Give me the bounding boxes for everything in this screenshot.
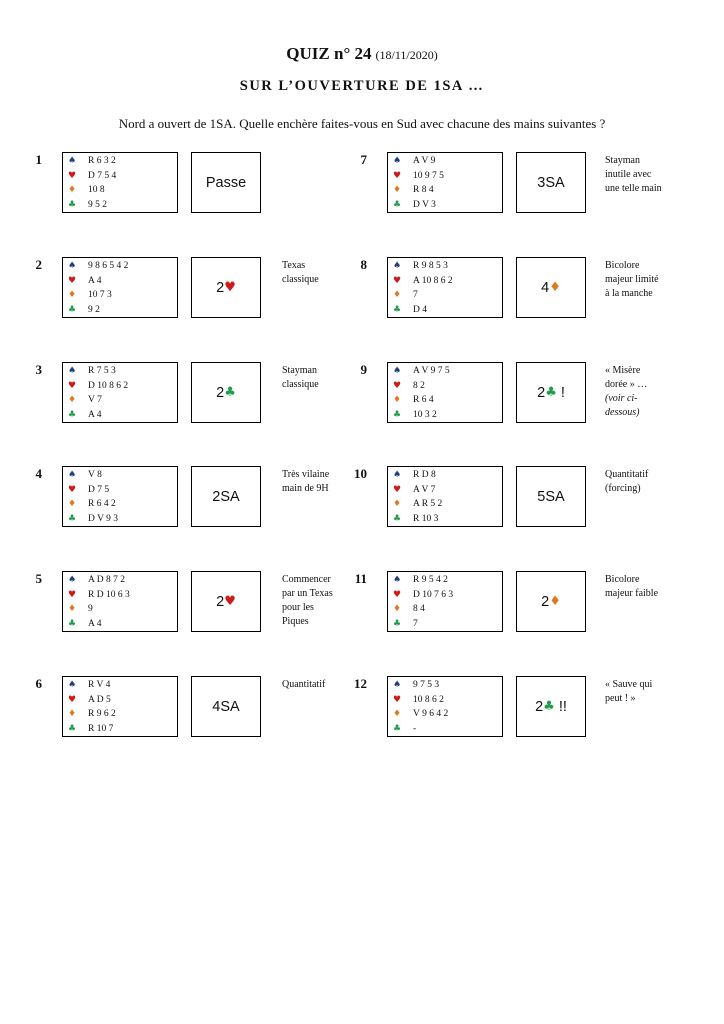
heart-icon: ♥ [68, 694, 77, 705]
spade-icon: ♠ [393, 470, 402, 480]
deal-number: 7 [360, 152, 367, 167]
club-icon: ♣ [68, 514, 77, 525]
bid-comment [282, 468, 360, 496]
hand-row-spade [68, 573, 125, 587]
bid-level: 4SA [212, 698, 240, 715]
bid-level: 2 [537, 384, 546, 401]
comment-line: majeur limité [605, 274, 659, 285]
bid-level: 2 [535, 698, 544, 715]
comment-line: Quantitatif [282, 679, 326, 690]
hand-row-spade [68, 154, 116, 168]
diamond-icon: ♦ [68, 604, 77, 615]
comment-line: Stayman [282, 365, 317, 376]
bid-level: 3SA [537, 174, 565, 191]
deal-number: 4 [35, 466, 42, 481]
hand-box [62, 571, 178, 632]
comment-line: une telle main [605, 183, 662, 194]
comment-line: peut ! » [605, 693, 636, 704]
hand-row-club [393, 198, 436, 212]
bid-comment [605, 573, 683, 601]
comment-line: Bicolore [605, 574, 640, 585]
hand-cards-heart: 8 2 [413, 380, 425, 391]
hand-box [387, 676, 503, 737]
deal-number: 3 [35, 362, 42, 377]
comment-line: Très vilaine [282, 469, 330, 480]
hand-cards-diamond: 8 4 [413, 604, 425, 615]
hand-row-club [393, 512, 438, 526]
comment-line: (forcing) [605, 483, 641, 494]
hand-cards-heart: A V 7 [413, 484, 436, 495]
hand-box [62, 257, 178, 318]
hand-row-spade [68, 678, 110, 692]
spade-icon: ♠ [393, 156, 402, 166]
hand-cards-club: D 4 [413, 305, 427, 316]
hand-row-spade [393, 573, 448, 587]
heart-icon: ♥ [393, 275, 402, 286]
hand-cards-club: R 10 7 [88, 724, 114, 735]
heart-icon: ♥ [393, 589, 402, 600]
hand-cards-diamond: 10 8 [88, 185, 105, 196]
hand-cards-club: 10 3 2 [413, 410, 437, 421]
hand-cards-heart: A 10 8 6 2 [413, 275, 453, 286]
hand-box [387, 362, 503, 423]
hand-cards-club: A 4 [88, 410, 102, 421]
diamond-icon: ♦ [549, 280, 561, 295]
hand-cards-spade: R 6 3 2 [88, 156, 116, 166]
hand-cards-spade: R 9 8 5 3 [413, 261, 448, 271]
comment-line-italic: (voir ci- [605, 393, 638, 404]
hand-cards-diamond: 10 7 3 [88, 290, 112, 301]
deal-number: 9 [360, 362, 367, 377]
hand-cards-diamond: R 6 4 2 [88, 499, 116, 510]
bid-box [191, 152, 261, 213]
club-icon: ♣ [545, 385, 557, 400]
bid-box [516, 362, 586, 423]
comment-line: main de 9H [282, 483, 329, 494]
hand-cards-diamond: R 9 6 2 [88, 709, 116, 720]
spade-icon: ♠ [393, 575, 402, 585]
hand-row-club [393, 722, 416, 736]
comment-line: Bicolore [605, 260, 640, 271]
deal-number: 10 [354, 466, 367, 481]
comment-line: « Misère [605, 365, 641, 376]
hand-cards-diamond: 9 [88, 604, 93, 615]
bid-box [191, 257, 261, 318]
hand-cards-spade: R V 4 [88, 680, 111, 690]
hand-row-spade [393, 678, 439, 692]
deal-number: 12 [354, 676, 367, 691]
hand-cards-club: 9 2 [88, 305, 100, 316]
deal-number: 1 [35, 152, 42, 167]
hand-row-diamond [68, 288, 112, 302]
heart-icon: ♥ [68, 380, 77, 391]
bid-level: 4 [541, 279, 550, 296]
hand-cards-diamond: R 8 4 [413, 185, 434, 196]
comment-line: inutile avec [605, 169, 652, 180]
hand-cards-diamond: R 6 4 [413, 395, 434, 406]
club-icon: ♣ [393, 724, 402, 735]
diamond-icon: ♦ [393, 395, 402, 406]
hand-cards-heart: D 10 7 6 3 [413, 589, 454, 600]
diamond-icon: ♦ [68, 185, 77, 196]
quiz-intro: Nord a ouvert de 1SA. Quelle enchère faites-vous en Sud avec chacune des mains suivantes ? [118, 116, 606, 131]
diamond-icon: ♦ [68, 499, 77, 510]
quiz-heading [0, 44, 724, 64]
hand-cards-club: 7 [413, 619, 418, 630]
hand-row-spade [393, 468, 436, 482]
hand-row-diamond [393, 288, 418, 302]
heart-icon: ♥ [224, 594, 236, 609]
hand-cards-heart: A D 5 [88, 694, 111, 705]
bid-suffix: ! [560, 384, 565, 401]
hand-row-heart [393, 693, 444, 707]
bid-box [191, 676, 261, 737]
club-icon: ♣ [393, 200, 402, 211]
bid-box [516, 571, 586, 632]
hand-row-heart [393, 274, 453, 288]
hand-row-diamond [393, 183, 434, 197]
spade-icon: ♠ [68, 470, 77, 480]
hand-cards-club: R 10 3 [413, 514, 439, 525]
hand-row-club [68, 408, 101, 422]
bid-box [191, 466, 261, 527]
diamond-icon: ♦ [393, 185, 402, 196]
hand-box [387, 257, 503, 318]
hand-row-heart [68, 483, 109, 497]
bid-box [191, 362, 261, 423]
heart-icon: ♥ [393, 380, 402, 391]
heart-icon: ♥ [393, 694, 402, 705]
bid-level: 2SA [212, 488, 240, 505]
club-icon: ♣ [393, 410, 402, 421]
hand-row-diamond [68, 183, 105, 197]
hand-row-spade [393, 364, 450, 378]
spade-icon: ♠ [68, 366, 77, 376]
club-icon: ♣ [393, 514, 402, 525]
spade-icon: ♠ [393, 261, 402, 271]
hand-row-diamond [393, 602, 425, 616]
hand-cards-diamond: 7 [413, 290, 418, 301]
bid-box [191, 571, 261, 632]
hand-row-club [68, 198, 107, 212]
bid-level: 2 [216, 384, 225, 401]
hand-row-club [68, 722, 113, 736]
hand-row-heart [68, 169, 116, 183]
hand-row-spade [68, 468, 102, 482]
bid-level: Passe [205, 174, 247, 191]
comment-line: classique [282, 274, 319, 285]
hand-cards-heart: A 4 [88, 275, 102, 286]
hand-box [62, 466, 178, 527]
hand-row-heart [393, 588, 453, 602]
bid-level: 2 [541, 593, 550, 610]
hand-row-club [68, 512, 118, 526]
spade-icon: ♠ [68, 156, 77, 166]
hand-row-club [393, 617, 418, 631]
bid-comment [605, 154, 683, 196]
bid-comment [282, 678, 360, 692]
hand-row-heart [68, 379, 128, 393]
hand-cards-heart: D 7 5 4 [88, 170, 117, 181]
heart-icon: ♥ [393, 170, 402, 181]
deal-number: 11 [354, 571, 367, 586]
hand-row-club [68, 617, 101, 631]
club-icon: ♣ [68, 724, 77, 735]
bid-comment [282, 573, 360, 629]
hand-cards-club: D V 3 [413, 200, 436, 211]
diamond-icon: ♦ [393, 604, 402, 615]
hand-row-club [393, 303, 427, 317]
comment-line: pour les [282, 602, 314, 613]
diamond-icon: ♦ [68, 395, 77, 406]
diamond-icon: ♦ [393, 709, 402, 720]
bid-box [516, 466, 586, 527]
comment-line: classique [282, 379, 319, 390]
bid-box [516, 676, 586, 737]
club-icon: ♣ [68, 619, 77, 630]
hand-row-spade [68, 259, 128, 273]
hand-cards-spade: 9 7 5 3 [413, 680, 440, 690]
deal-number: 5 [35, 571, 42, 586]
bid-comment [605, 678, 683, 706]
heart-icon: ♥ [224, 280, 236, 295]
hand-row-diamond [393, 393, 434, 407]
spade-icon: ♠ [68, 680, 77, 690]
diamond-icon: ♦ [393, 499, 402, 510]
bid-level: 2 [216, 593, 225, 610]
heart-icon: ♥ [68, 484, 77, 495]
hand-cards-club: D V 9 3 [88, 514, 119, 525]
hand-box [387, 152, 503, 213]
diamond-icon: ♦ [393, 290, 402, 301]
hand-row-heart [393, 379, 425, 393]
hand-box [62, 362, 178, 423]
hand-row-diamond [68, 393, 102, 407]
hand-cards-diamond: V 9 6 4 2 [413, 709, 449, 720]
hand-row-heart [393, 483, 435, 497]
hand-row-heart [68, 274, 101, 288]
comment-line: Stayman [605, 155, 640, 166]
bid-level: 5SA [537, 488, 565, 505]
hand-row-diamond [68, 707, 116, 721]
hand-cards-spade: R D 8 [413, 470, 436, 480]
club-icon: ♣ [543, 699, 555, 714]
hand-row-diamond [393, 707, 448, 721]
hand-cards-spade: R 9 5 4 2 [413, 575, 448, 585]
heart-icon: ♥ [68, 170, 77, 181]
spade-icon: ♠ [68, 575, 77, 585]
comment-line: « Sauve qui [605, 679, 653, 690]
hand-row-heart [393, 169, 444, 183]
quiz-title: QUIZ n° 24 [286, 44, 372, 63]
bid-suffix: !! [558, 698, 567, 715]
club-icon: ♣ [68, 410, 77, 421]
hand-cards-spade: A V 9 [413, 156, 436, 166]
hand-cards-club: - [413, 724, 417, 735]
hand-row-diamond [68, 602, 93, 616]
spade-icon: ♠ [393, 680, 402, 690]
comment-line: Texas [282, 260, 306, 271]
hand-cards-heart: D 7 5 [88, 484, 110, 495]
hand-row-heart [68, 588, 130, 602]
hand-row-club [393, 408, 437, 422]
comment-line-italic: dessous) [605, 407, 640, 418]
spade-icon: ♠ [393, 366, 402, 376]
bid-comment [605, 259, 683, 301]
comment-line: à la manche [605, 288, 653, 299]
hand-cards-heart: R D 10 6 3 [88, 589, 130, 600]
bid-comment [282, 364, 360, 392]
hand-row-spade [68, 364, 116, 378]
hand-box [62, 676, 178, 737]
diamond-icon: ♦ [68, 709, 77, 720]
deal-number: 8 [360, 257, 367, 272]
comment-line: dorée » … [605, 379, 648, 390]
hand-cards-spade: V 8 [88, 470, 102, 480]
hand-cards-club: 9 5 2 [88, 200, 107, 211]
hand-box [387, 571, 503, 632]
hand-cards-diamond: V 7 [88, 395, 102, 406]
diamond-icon: ♦ [68, 290, 77, 301]
heart-icon: ♥ [68, 589, 77, 600]
hand-cards-spade: A D 8 7 2 [88, 575, 125, 585]
bid-comment [605, 364, 683, 420]
hand-cards-spade: A V 9 7 5 [413, 366, 450, 376]
comment-line: Quantitatif [605, 469, 649, 480]
comment-line: Piques [282, 616, 309, 627]
hand-cards-spade: 9 8 6 5 4 2 [88, 261, 129, 271]
hand-row-spade [393, 154, 435, 168]
club-icon: ♣ [68, 305, 77, 316]
quiz-subtitle: SUR L’OUVERTURE DE 1SA … [239, 78, 485, 94]
deal-number: 2 [35, 257, 42, 272]
hand-row-club [68, 303, 100, 317]
hand-box [387, 466, 503, 527]
hand-cards-heart: 10 8 6 2 [413, 694, 444, 705]
hand-cards-heart: 10 9 7 5 [413, 170, 444, 181]
hand-row-diamond [393, 497, 442, 511]
club-icon: ♣ [224, 385, 236, 400]
bid-comment [282, 259, 360, 287]
hand-row-spade [393, 259, 448, 273]
club-icon: ♣ [393, 305, 402, 316]
hand-cards-diamond: A R 5 2 [413, 499, 443, 510]
club-icon: ♣ [393, 619, 402, 630]
comment-line: majeur faible [605, 588, 659, 599]
diamond-icon: ♦ [549, 594, 561, 609]
hand-cards-club: A 4 [88, 619, 102, 630]
spade-icon: ♠ [68, 261, 77, 271]
hand-row-heart [68, 693, 111, 707]
deal-number: 6 [35, 676, 42, 691]
comment-line: par un Texas [282, 588, 333, 599]
bid-level: 2 [216, 279, 225, 296]
bid-box [516, 257, 586, 318]
bid-comment [605, 468, 683, 496]
bid-box [516, 152, 586, 213]
club-icon: ♣ [68, 200, 77, 211]
hand-cards-spade: R 7 5 3 [88, 366, 116, 376]
hand-row-diamond [68, 497, 116, 511]
hand-cards-heart: D 10 8 6 2 [88, 380, 129, 391]
hand-box [62, 152, 178, 213]
comment-line: Commencer [282, 574, 331, 585]
heart-icon: ♥ [68, 275, 77, 286]
heart-icon: ♥ [393, 484, 402, 495]
quiz-date: (18/11/2020) [375, 48, 438, 62]
